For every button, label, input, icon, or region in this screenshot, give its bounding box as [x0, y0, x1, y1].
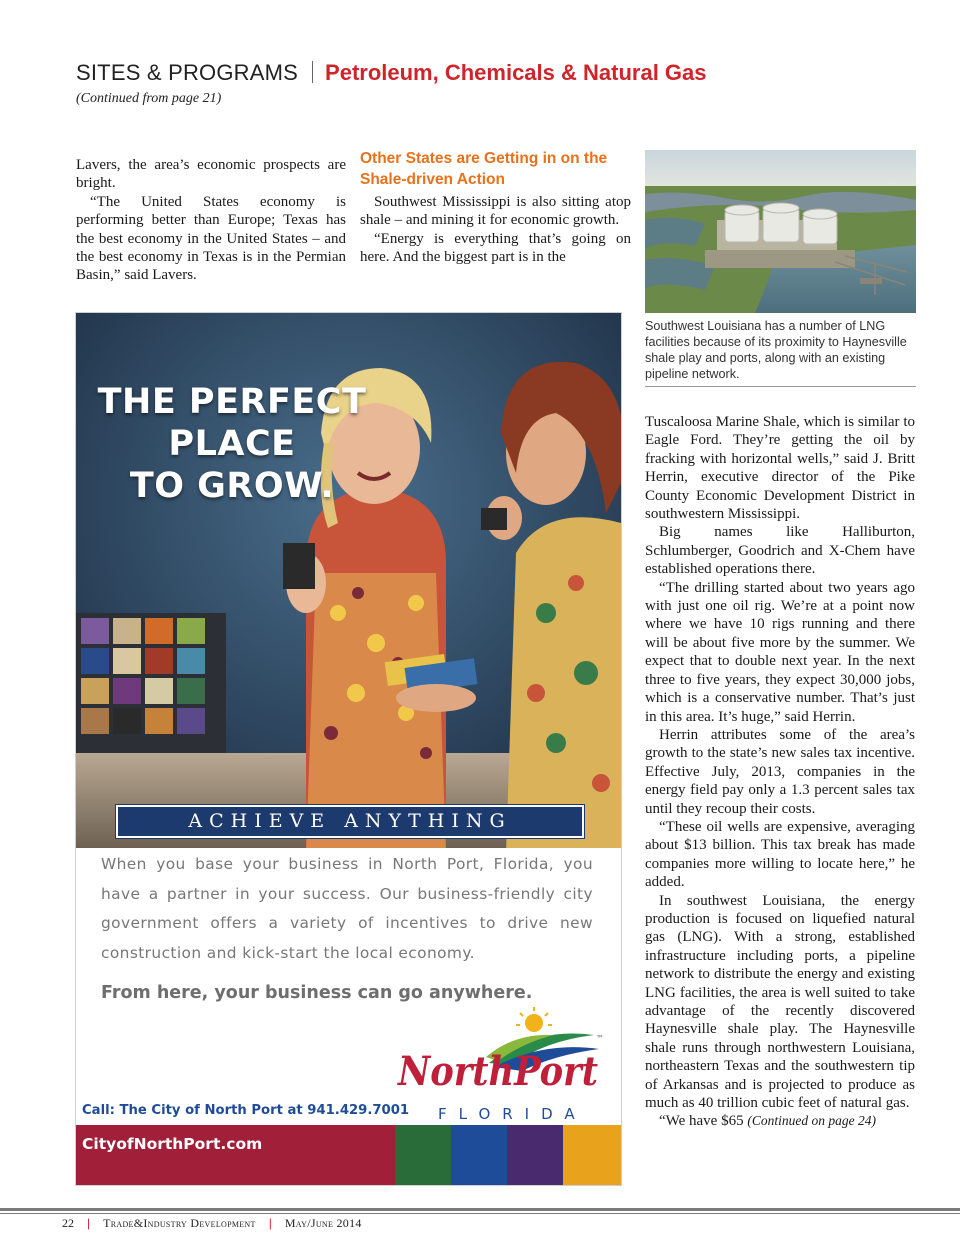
paragraph: In southwest Louisiana, the energy production is focused on liquefied natural gas (LNG). With a strong, established infrastructure including ports, a pipeline network to distribute the energy and existing LNG facilities, the area is well suited to take advantage of the recently discovered Haynesville shale play. The Haynesville shale runs through northwestern Louisiana, northeastern Texas and the southwestern tip of Arkansas and is projected to produce as much as 40 trillion cubic feet of natural gas.: [645, 892, 915, 1112]
section-header: [76, 60, 936, 88]
ad-headline-line: THE PERFECT: [97, 382, 367, 422]
paragraph: “The drilling started about two years ago with just one oil rig. We’re at a point now where we have 10 rigs running and there will be about five more by the summer. We expect that to double next year. In the next three to five years, they expect 30,000 jobs, which is a conservative number. That’s just in this area. It’s huge,” said Herrin.: [645, 579, 915, 725]
page-footer: [62, 1216, 362, 1231]
north-port-logo-mark: [394, 1005, 614, 1125]
footer-rule-thin: [0, 1213, 960, 1214]
ad-banner: ACHIEVE ANYTHING: [116, 805, 584, 838]
article-column-2: [360, 148, 631, 267]
section-topic: Petroleum, Chemicals & Natural Gas: [325, 60, 707, 85]
ad-headline-line: PLACE: [168, 424, 296, 464]
paragraph: Big names like Halliburton, Schlumberger, Goodrich and X-Chem have established operations there.: [645, 524, 915, 578]
color-stripe: [76, 1125, 395, 1185]
paragraph: “The United States economy is performing better than Europe; Texas has the best economy in the United States – and the best economy in Texas is in the Permian Basin,” said Lavers.: [76, 193, 346, 284]
lng-facility-image: [645, 150, 916, 313]
issue-date: May/June 2014: [284, 1216, 362, 1230]
paragraph: “These oil wells are expensive, averaging about $13 billion. This tax break has made companies more willing to locate here,” he added.: [645, 818, 915, 891]
north-port-logo: [394, 1005, 614, 1125]
continued-from-note: (Continued from page 21): [76, 91, 222, 106]
footer-divider: |: [87, 1216, 91, 1230]
page-number: 22: [62, 1216, 74, 1230]
paragraph: Lavers, the area’s economic prospects are bright.: [76, 157, 346, 192]
footer-divider: |: [268, 1216, 272, 1230]
lng-facility-photo: [645, 150, 916, 313]
paragraph: Herrin attributes some of the area’s growth to the state’s new sales tax incentive. Effective July, 2013, companies in the energy field pay only a 1.3 percent sales tax until they recoup their costs.: [645, 726, 915, 817]
ad-phone-call: Call: The City of North Port at 941.429.7001: [82, 1103, 410, 1118]
logo-wordmark: NorthPort: [396, 1048, 599, 1095]
color-stripe: [451, 1125, 507, 1185]
caption-divider: [645, 386, 916, 387]
sun-icon: [516, 1007, 552, 1032]
color-stripe: [507, 1125, 563, 1185]
color-stripe: [395, 1125, 451, 1185]
ad-body-text: When you base your business in North Port, Florida, you have a partner in your success. Our business-friendly city government offers a variety of incentives to drive new construction and kick-start the local economy.: [101, 855, 593, 962]
ad-website-link[interactable]: CityofNorthPort.com: [82, 1135, 263, 1153]
paragraph: Southwest Mississippi is also sitting atop shale – and mining it for economic growth.: [360, 194, 631, 229]
north-port-advertisement: [76, 313, 621, 1185]
continued-on-note: (Continued on page 24): [747, 1113, 876, 1129]
article-column-3: [645, 413, 915, 1131]
logo-trademark: ™: [596, 1034, 604, 1043]
article-column-1: [76, 156, 346, 285]
photo-caption: Southwest Louisiana has a number of LNG facilities because of its proximity to Haynesville shale play and ports, along with an existing pipeline network.: [645, 319, 907, 381]
publication-name: Trade&Industry Development: [103, 1216, 256, 1230]
footer-rule: [0, 1208, 960, 1211]
ad-slogan: From here, your business can go anywhere.: [101, 983, 533, 1003]
ad-headline: [82, 381, 382, 507]
paragraph: Tuscaloosa Marine Shale, which is similar to Eagle Ford. They’re getting the oil by fracking with horizontal wells,” said J. Britt Herrin, executive director of the Pike County Economic Development District in southwestern Mississippi.: [645, 414, 915, 523]
ad-headline-line: TO GROW.: [129, 466, 335, 506]
section-name: SITES & PROGRAMS: [76, 60, 299, 85]
color-stripe: [563, 1125, 621, 1185]
ad-color-stripes: [76, 1125, 621, 1185]
paragraph-text: “We have $65: [659, 1113, 744, 1130]
article-subhead: Other States are Getting in on the Shale-driven Action: [360, 150, 608, 188]
paragraph: [645, 1112, 915, 1130]
logo-subtitle: FLORIDA: [438, 1105, 587, 1123]
paragraph: “Energy is everything that’s going on here. And the biggest part is in the: [360, 230, 631, 266]
header-divider: [312, 61, 313, 83]
